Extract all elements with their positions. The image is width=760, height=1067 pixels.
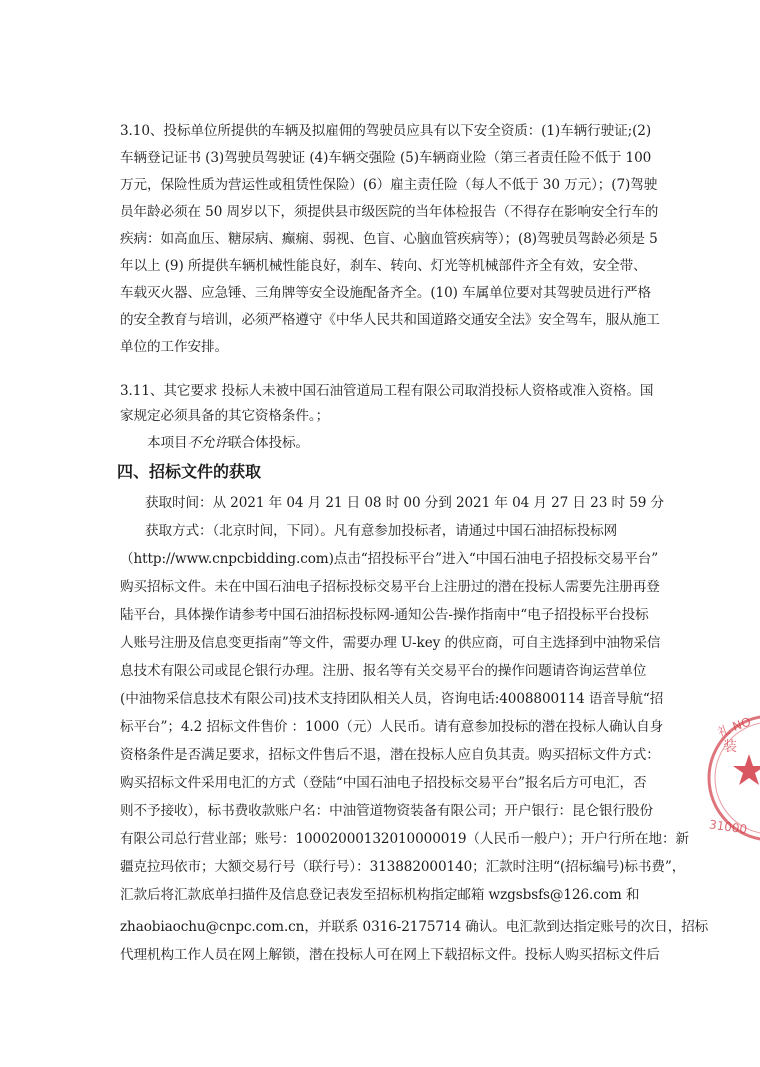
- consortium-italic: 不允许: [187, 435, 228, 451]
- text-line: 家规定必须具备的其它资格条件。；: [120, 408, 330, 424]
- text-line: 获取时间：从 2021 年 04 月 21 日 08 时 00 分到 2021 年 04 月 27 日 23 时 59 分: [145, 495, 664, 511]
- text-line: （http://www.cnpcbidding.com)点击“招投标平台”进入“中国石油电子招投标交易平台”: [120, 551, 659, 567]
- text-line: 获取方式：（北京时间，下同）。凡有意参加投标者，请通过中国石油招标投标网: [145, 523, 618, 539]
- text-line: 的安全教育与培训，必须严格遵守《中华人民共和国道路交通安全法》安全驾车，服从施工: [120, 312, 660, 328]
- stamp-text-mid: 装: [723, 739, 737, 755]
- text-line: 疾病：如高血压、糖尿病、癫痫、弱视、色盲、心脑血管疾病等）；(8)驾驶员驾龄必须是 5: [120, 231, 658, 247]
- text-line: 代理机构工作人员在网上解锁，潜在投标人可在网上下载招标文件。投标人购买招标文件后: [120, 947, 660, 963]
- text-line: 资格条件是否满足要求，招标文件售后不退，潜在投标人应自负其责。购买招标文件方式：: [120, 747, 660, 763]
- text-line: 3.10、投标单位所提供的车辆及拟雇佣的驾驶员应具有以下安全资质：(1)车辆行驶证;(2): [120, 123, 652, 139]
- text-line: 陆平台，具体操作请参考中国石油招标投标网-通知公告-操作指南中“电子招投标平台投标: [120, 607, 649, 623]
- stamp-text-bottom: 31000: [708, 817, 748, 837]
- consortium-prefix: 本项目: [147, 435, 188, 451]
- consortium-line: [147, 433, 309, 453]
- seal-stamp: [703, 712, 760, 844]
- text-line: 标平台”；4.2 招标文件售价 ：1000（元）人民币。请有意参加投标的潜在投标人确认自身: [120, 719, 664, 735]
- text-line: 有限公司总行营业部；账号：10002000132010000019（人民币一般户）；开户行所在地：新: [120, 831, 689, 847]
- text-line: (中油物采信息技术有限公司)技术支持团队相关人员，咨询电话:4008800114 语音导航“招: [120, 691, 664, 707]
- text-line: 购买招标文件采用电汇的方式（登陆“中国石油电子招投标交易平台”报名后方可电汇，否: [120, 775, 647, 791]
- text-line: 员年龄必须在 50 周岁以下，须提供县市级医院的当年体检报告（不得存在影响安全行车的: [120, 204, 659, 220]
- text-line: 则不予接收），标书费收款账户名：中油管道物资装备有限公司；开户银行：昆仑银行股份: [120, 803, 653, 819]
- text-line: 3.11、其它要求 投标人未被中国石油管道局工程有限公司取消投标人资格或准入资格。国: [120, 383, 654, 399]
- section-heading: 四、招标文件的获取: [117, 462, 262, 481]
- text-line: 年以上 (9) 所提供车辆机械性能良好，刹车、转向、灯光等机械部件齐全有效，安全带、: [120, 258, 647, 274]
- text-line: 购买招标文件。未在中国石油电子招标投标交易平台上注册过的潜在投标人需要先注册再登: [120, 579, 660, 595]
- stamp-text-top: 礼 NO: [715, 714, 753, 740]
- text-line: 汇款后将汇款底单扫描件及信息登记表发至招标机构指定邮箱 wzgsbsfs@126.com 和: [120, 887, 640, 903]
- text-line: 人账号注册及信息变更指南”等文件，需要办理 U-key 的供应商，可自主选择到中油物采信: [120, 635, 661, 651]
- text-line: 息技术有限公司或昆仑银行办理。注册、报名等有关交易平台的操作问题请咨询运营单位: [120, 663, 647, 679]
- text-line: 车载灭火器、应急锤、三角牌等安全设施配备齐全。(10) 车属单位要对其驾驶员进行严格: [120, 285, 651, 301]
- text-line: 万元，保险性质为营运性或租赁性保险）(6）雇主责任险（每人不低于 30 万元）；(7)驾驶: [120, 177, 658, 193]
- text-line: 单位的工作安排。: [120, 339, 228, 355]
- seal-star-icon: [733, 754, 760, 785]
- consortium-suffix: 联合体投标。: [227, 435, 309, 451]
- text-line: 车辆登记证书 (3)驾驶员驾驶证 (4)车辆交强险 (5)车辆商业险（第三者责任险不低于 100: [120, 150, 652, 166]
- text-line: zhaobiaochu@cnpc.com.cn，并联系 0316-2175714 确认。电汇款到达指定账号的次日，招标: [120, 919, 709, 935]
- text-line: 疆克拉玛依市；大额交易行号（联行号）：313882000140；汇款时注明“(招标编号)标书费”，: [120, 859, 686, 875]
